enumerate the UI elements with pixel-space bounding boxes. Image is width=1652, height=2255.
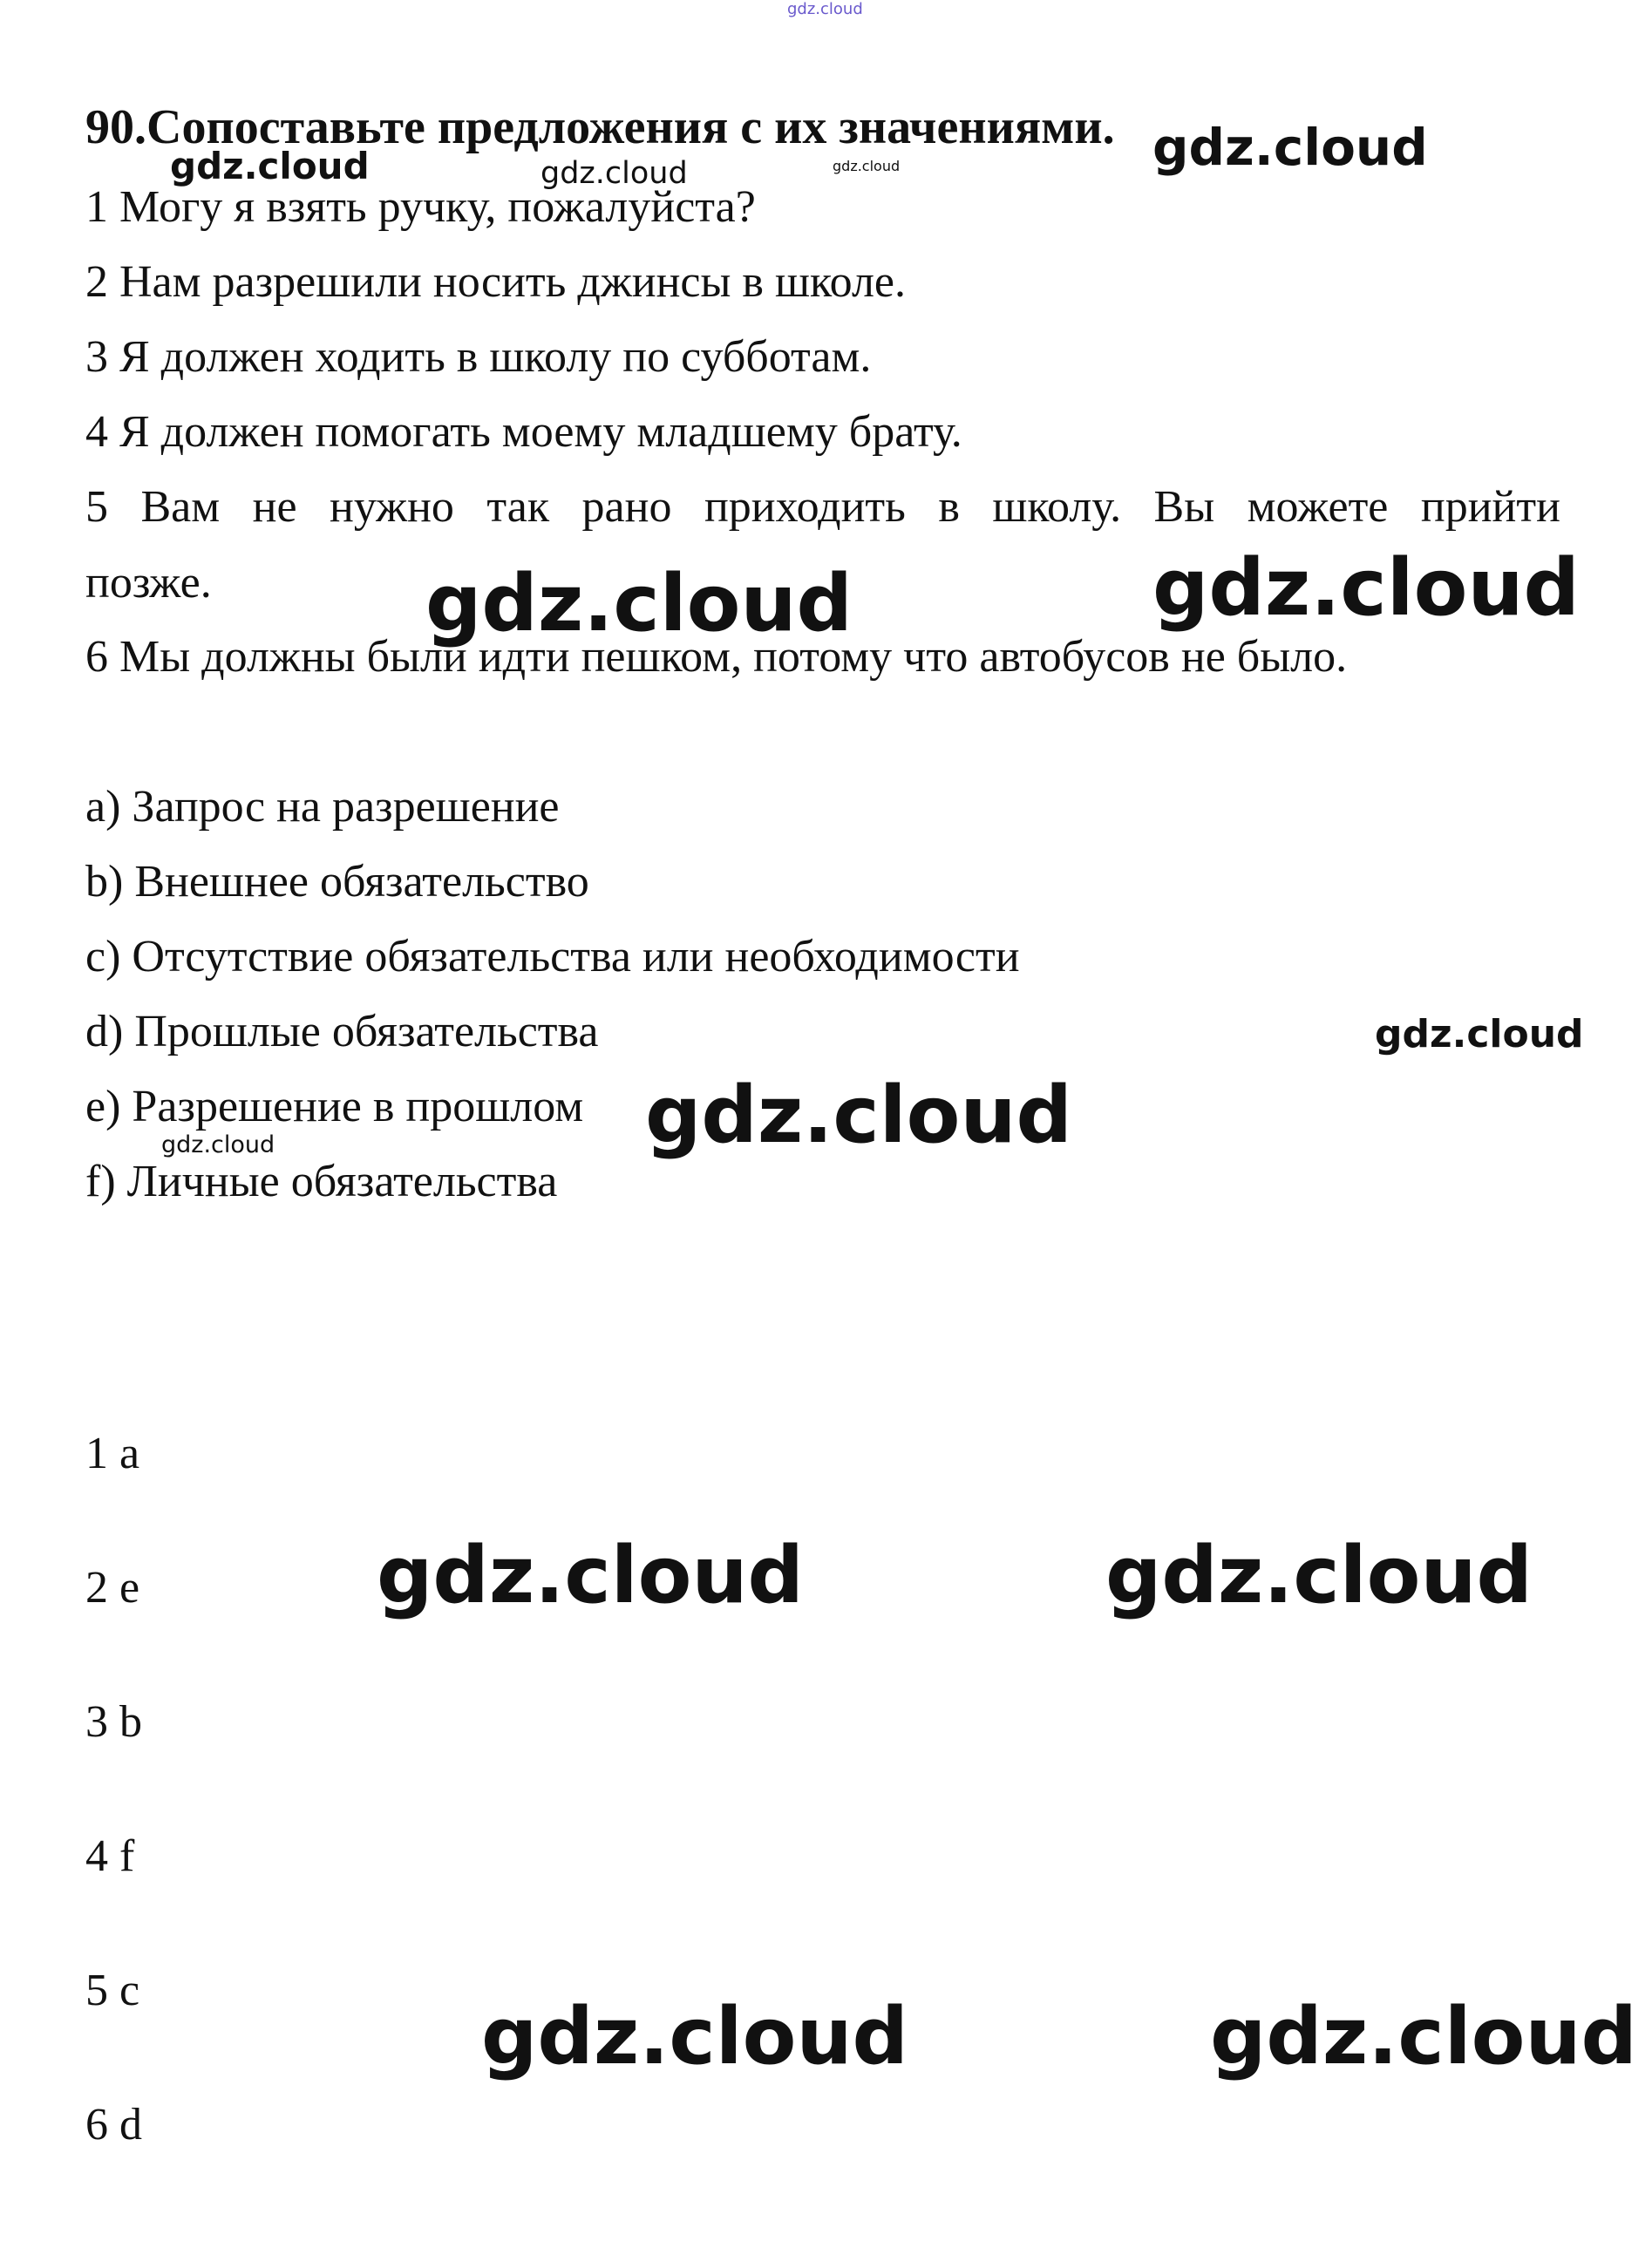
sentence-5-word: не (252, 482, 297, 532)
meaning-e: e) Разрешение в прошлом (85, 1082, 584, 1131)
watermark-mid-right: gdz.cloud (1152, 542, 1580, 634)
sentence-5-word: 5 (85, 482, 108, 532)
answer-5: 5 c (85, 1966, 140, 2015)
sentence-1: 1 Могу я взять ручку, пожалуйста? (85, 182, 756, 232)
meaning-c: c) Отсутствие обязательства или необходимости (85, 932, 1020, 981)
sentence-5-continuation: позже. (85, 558, 212, 608)
watermark-header-right: gdz.cloud (1152, 118, 1428, 177)
answer-1: 1 a (85, 1429, 140, 1478)
sentence-5-word: школу. (992, 482, 1122, 532)
sentence-6: 6 Мы должны были идти пешком, потому что автобусов не было. (85, 632, 1348, 682)
sentence-5-word: в (938, 482, 960, 532)
watermark-answers-right: gdz.cloud (1105, 1530, 1533, 1621)
answer-3: 3 b (85, 1697, 142, 1747)
sentence-5-word: можете (1247, 482, 1389, 532)
sentence-5-word: нужно (330, 482, 454, 532)
answer-4: 4 f (85, 1831, 135, 1881)
sentence-5-word: прийти (1420, 482, 1560, 532)
exercise-heading: 90.Сопоставьте предложения с их значениями. (85, 100, 1115, 154)
watermark-header-left: gdz.cloud (170, 145, 370, 187)
answer-6: 6 d (85, 2100, 142, 2150)
sentence-5-word: рано (581, 482, 672, 532)
sentence-4: 4 Я должен помогать моему младшему брату. (85, 407, 962, 457)
sentence-2: 2 Нам разрешили носить джинсы в школе. (85, 257, 906, 307)
sentence-5-word: приходить (704, 482, 906, 532)
watermark-header-small: gdz.cloud (833, 158, 901, 174)
watermark-meanings-center: gdz.cloud (645, 1070, 1072, 1161)
sentence-5-word: Вам (140, 482, 221, 532)
watermark-meanings-small: gdz.cloud (161, 1131, 275, 1158)
sentence-5-word: так (486, 482, 550, 532)
meaning-a: a) Запрос на разрешение (85, 782, 560, 832)
sentence-5 (85, 482, 1560, 532)
answer-2: 2 e (85, 1563, 140, 1613)
watermark-meanings-right: gdz.cloud (1375, 1012, 1584, 1056)
watermark-mid-left: gdz.cloud (425, 558, 853, 649)
watermark-answers-left: gdz.cloud (377, 1530, 804, 1621)
sentence-3: 3 Я должен ходить в школу по субботам. (85, 332, 872, 382)
watermark-header-mid: gdz.cloud (540, 156, 688, 191)
meaning-f: f) Личные обязательства (85, 1157, 558, 1206)
watermark-top-tiny: gdz.cloud (787, 0, 863, 18)
sentence-5-word: Вы (1153, 482, 1215, 532)
watermark-bottom-left: gdz.cloud (481, 1991, 908, 2082)
meaning-b: b) Внешнее обязательство (85, 857, 589, 907)
meaning-d: d) Прошлые обязательства (85, 1007, 599, 1056)
watermark-bottom-right: gdz.cloud (1210, 1991, 1637, 2082)
